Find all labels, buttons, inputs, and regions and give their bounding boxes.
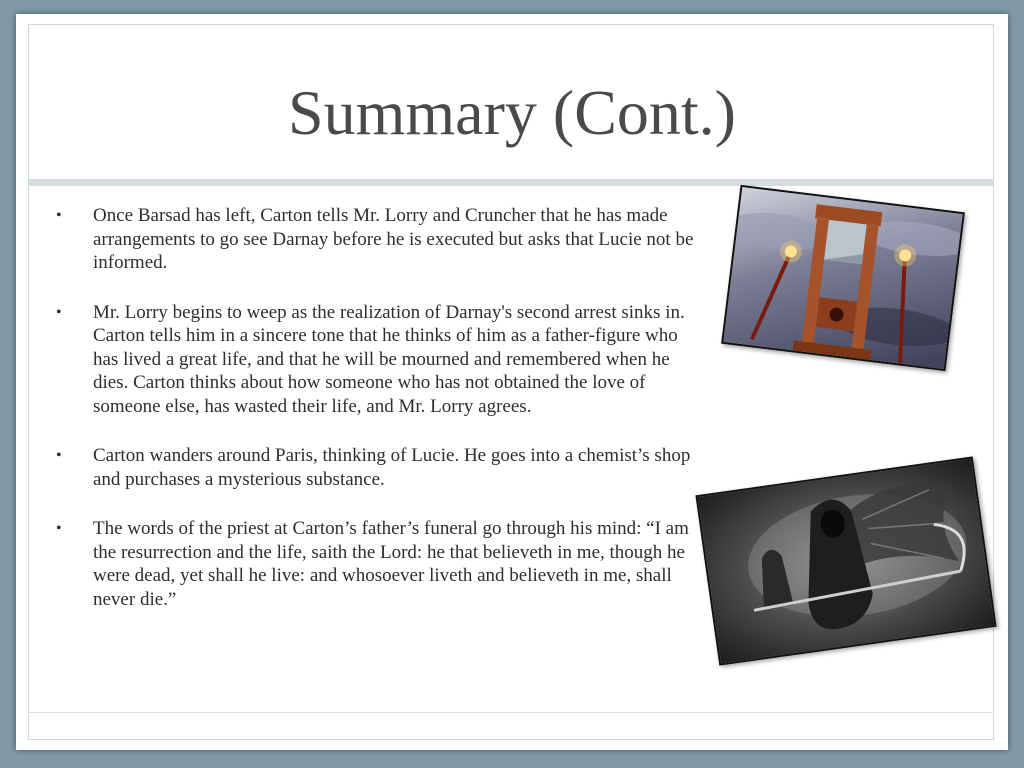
bullet-item xyxy=(56,444,696,491)
bullet-icon: • xyxy=(56,447,62,464)
bullet-list xyxy=(56,204,696,637)
bullet-text: Once Barsad has left, Carton tells Mr. Lorry and Cruncher that he has made arrangements to go see Darnay before he is executed but asks that Lucie not be informed. xyxy=(93,205,694,273)
bullet-text: Mr. Lorry begins to weep as the realization of Darnay's second arrest sinks in. Carton tells him in a sincere tone that he thinks of him as a father-figure who has lived a great life, and that he will be mourned and remembered when he dies. Carton thinks about how someone who has not obtained the love of someone else, has wasted their life, and Mr. Lorry agrees. xyxy=(93,301,685,417)
guillotine-icon xyxy=(723,187,962,369)
bullet-item xyxy=(56,301,696,419)
bullet-icon: • xyxy=(56,207,62,224)
guillotine-image xyxy=(721,185,965,371)
bullet-text: Carton wanders around Paris, thinking of Lucie. He goes into a chemist’s shop and purchases a mysterious substance. xyxy=(93,445,691,490)
bullet-icon: • xyxy=(56,520,62,537)
title-divider xyxy=(28,179,994,186)
bottom-rule xyxy=(28,712,994,713)
grim-reaper-icon xyxy=(698,459,995,664)
bullet-item xyxy=(56,204,696,275)
slide-title: Summary (Cont.) xyxy=(288,77,736,148)
bullet-icon: • xyxy=(56,303,62,321)
bullet-text: The words of the priest at Carton’s father’s funeral go through his mind: “I am the resurrection and the life, saith the Lord: he that believeth in me, though he were dead, yet shall he live: and whosoever liveth and believeth in me, shall never die.” xyxy=(93,518,689,610)
bullet-item xyxy=(56,517,696,611)
